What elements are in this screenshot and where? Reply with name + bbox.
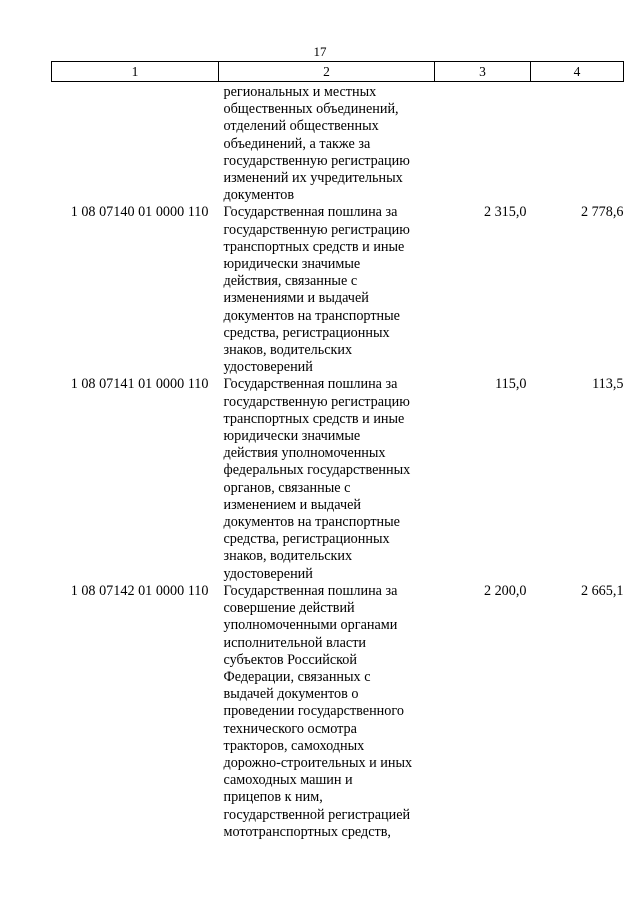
table-row — [52, 583, 624, 841]
income-name — [219, 204, 435, 376]
income-name-line: Государственная пошлина за — [223, 204, 398, 221]
income-name-line: государственную регистрацию — [223, 393, 410, 410]
income-name-line: отделений общественных — [223, 118, 379, 135]
income-name-line: действия, связанные с — [223, 273, 358, 290]
income-name-line: самоходных машин и — [223, 772, 353, 789]
income-name — [219, 583, 435, 841]
income-name-line: государственной регистрацией — [223, 806, 411, 823]
income-name-line: Государственная пошлина за — [223, 376, 398, 393]
amount-column-4: 2 665,1 — [580, 582, 624, 599]
column-header-1: 1 — [52, 62, 219, 82]
amount-column-3 — [435, 82, 531, 205]
income-name-line: транспортных средств и иные — [223, 410, 405, 427]
income-name-line: проведении государственного — [223, 703, 404, 720]
income-name-line: региональных и местных — [223, 84, 377, 100]
income-name-line: федеральных государственных — [223, 462, 411, 479]
income-name-line: действия уполномоченных — [223, 445, 386, 462]
income-name-line: изменениями и выдачей — [223, 290, 369, 307]
income-name-line: тракторов, самоходных — [223, 737, 365, 754]
income-name-line: технического осмотра — [223, 720, 357, 737]
column-header-3: 3 — [435, 62, 531, 82]
income-name-line: мототранспортных средств, — [223, 823, 391, 840]
amount-column-4: 2 778,6 — [580, 204, 624, 221]
page-number: 17 — [313, 44, 327, 59]
income-name-line: документов на транспортные — [223, 307, 400, 324]
column-header-2: 2 — [219, 62, 435, 82]
income-name — [219, 82, 435, 205]
income-name-line: государственную регистрацию — [223, 221, 410, 238]
income-name-line: выдачей документов о — [223, 686, 359, 703]
income-name-line: государственную регистрацию — [223, 152, 410, 169]
budget-code: 1 08 07141 01 0000 110 — [70, 376, 209, 393]
income-name-line: знаков, водительских — [223, 548, 353, 565]
income-name-line: юридически значимые — [223, 428, 361, 445]
income-name-line: средства, регистрационных — [223, 324, 390, 341]
income-name-line: документов — [223, 187, 295, 204]
income-name-line: удостоверений — [223, 565, 313, 582]
income-name-line: органов, связанные с — [223, 479, 351, 496]
income-name-line: совершение действий — [223, 600, 355, 617]
income-name-line: транспортных средств и иные — [223, 238, 405, 255]
income-name-line: изменений их учредительных — [223, 170, 403, 187]
income-name-line: удостоверений — [223, 359, 313, 376]
amount-column-3: 2 315,0 — [483, 204, 527, 221]
amount-column-3: 2 200,0 — [483, 582, 527, 599]
income-name-line: исполнительной власти — [223, 634, 367, 651]
income-name-line: документов на транспортные — [223, 514, 400, 531]
income-name-line: Государственная пошлина за — [223, 582, 398, 599]
income-name-line: прицепов к ним, — [223, 789, 323, 806]
table-body — [52, 82, 624, 841]
income-name-line: уполномоченными органами — [223, 617, 398, 634]
budget-code: 1 08 07142 01 0000 110 — [70, 582, 209, 599]
income-name-line: общественных объединений, — [223, 101, 399, 118]
budget-code: 1 08 07140 01 0000 110 — [70, 204, 209, 221]
table-row — [52, 376, 624, 582]
income-name-line: дорожно-строительных и иных — [223, 754, 413, 771]
table-header-row — [52, 62, 624, 82]
income-name-line: изменением и выдачей — [223, 496, 362, 513]
income-name-line: Федерации, связанных с — [223, 668, 371, 685]
income-name-line: субъектов Российской — [223, 651, 357, 668]
column-header-4: 4 — [531, 62, 624, 82]
income-name — [219, 376, 435, 582]
income-name-line: знаков, водительских — [223, 342, 353, 359]
budget-code — [52, 82, 219, 205]
table-row — [52, 82, 624, 205]
income-name-line: объединений, а также за — [223, 135, 371, 152]
table-row — [52, 204, 624, 376]
amount-column-4 — [531, 82, 624, 205]
income-name-line: юридически значимые — [223, 256, 361, 273]
revenue-table — [51, 61, 624, 841]
income-name-line: средства, регистрационных — [223, 531, 390, 548]
amount-column-4: 113,5 — [592, 376, 624, 393]
amount-column-3: 115,0 — [495, 376, 527, 393]
